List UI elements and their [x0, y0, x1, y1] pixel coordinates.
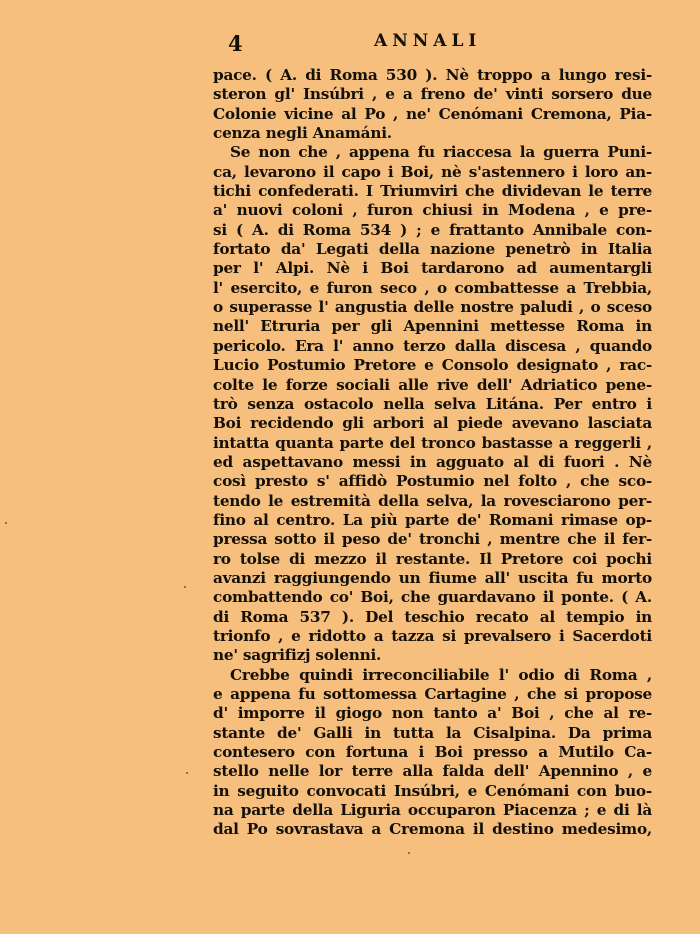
print-speck — [186, 772, 188, 774]
text-line: pace. ( A. di Roma 530 ). Nè troppo a lungo resi- — [213, 66, 652, 84]
print-speck — [408, 852, 410, 854]
text-line: steron gl' Insúbri , e a freno de' vinti sorsero due — [213, 85, 652, 104]
text-line: Se non che , appena fu riaccesa la guerra Puni- — [230, 143, 652, 162]
text-line: colte le forze sociali alle rive dell' Adriatico pene- — [213, 375, 652, 394]
text-line: così presto s' affidò Postumio nel folto , che sco- — [213, 472, 652, 491]
running-title: ANNALI — [374, 31, 482, 51]
text-line: di Roma 537 ). Del teschio recato al tempio in — [213, 607, 652, 626]
text-line: pericolo. Era l' anno terzo dalla discesa , quando — [213, 336, 652, 355]
text-line: contesero con fortuna i Boi presso a Mutilo Ca- — [213, 743, 652, 762]
text-line: Boi recidendo gli arbori al piede avevano lasciata — [213, 414, 652, 433]
text-line: combattendo co' Boi, che guardavano il ponte. ( A. — [213, 588, 652, 607]
page-header — [222, 28, 484, 58]
text-line: tichi confederati. I Triumviri che dividevan le terre — [213, 182, 652, 201]
text-line: na parte della Liguria occuparon Piacenza ; e di là — [213, 801, 652, 820]
text-line: per l' Alpi. Nè i Boi tardarono ad aumentargli — [213, 259, 652, 278]
text-line: avanzi raggiungendo un fiume all' uscita fu morto — [213, 568, 652, 587]
text-line: pressa sotto il peso de' tronchi , mentre che il fer- — [213, 530, 652, 549]
text-line: nell' Etruria per gli Apennini mettesse Roma in — [213, 317, 652, 336]
text-line: a' nuovi coloni , furon chiusi in Modena , e pre- — [213, 201, 652, 220]
print-speck — [5, 522, 7, 524]
text-line: ca, levarono il capo i Boi, nè s'astennero i loro an- — [213, 162, 652, 181]
page-number: 4 — [228, 31, 243, 56]
text-line: fino al centro. La più parte de' Romani rimase op- — [213, 510, 652, 529]
text-line: o superasse l' angustia delle nostre paludi , o sceso — [213, 298, 652, 317]
print-speck — [184, 586, 186, 588]
text-line: in seguito convocati Insúbri, e Cenómani con buo- — [213, 781, 652, 800]
text-line: ro tolse di mezzo il restante. Il Pretore coi pochi — [213, 549, 652, 568]
text-line: intatta quanta parte del tronco bastasse a reggerli , — [213, 433, 652, 452]
text-line: dal Po sovrastava a Cremona il destino medesimo, — [213, 820, 652, 839]
body-text — [213, 66, 652, 840]
text-line: Crebbe quindi irreconciliabile l' odio di Roma , — [230, 665, 652, 684]
text-line: trò senza ostacolo nella selva Litána. Per entro i — [213, 394, 652, 413]
text-line: fortato da' Legati della nazione penetrò in Italia — [213, 240, 652, 259]
text-line: Lucio Postumio Pretore e Consolo designato , rac- — [213, 356, 652, 375]
text-line: d' imporre il giogo non tanto a' Boi , che al re- — [213, 704, 652, 723]
text-line: e appena fu sottomessa Cartagine , che si propose — [213, 685, 652, 703]
text-line: trionfo , e ridotto a tazza si prevalsero i Sacerdoti — [213, 626, 652, 645]
text-line: cenza negli Anamáni. — [213, 124, 392, 143]
text-line: ne' sagrifizj solenni. — [213, 646, 382, 665]
text-line: tendo le estremità della selva, la rovesciarono per- — [213, 491, 652, 510]
text-line: stante de' Galli in tutta la Cisalpina. Da prima — [213, 723, 652, 742]
text-line: Colonie vicine al Po , ne' Cenómani Cremona, Pia- — [213, 104, 652, 123]
text-line: stello nelle lor terre alla falda dell' Apennino , e — [213, 762, 652, 781]
text-line: si ( A. di Roma 534 ) ; e frattanto Annibale con- — [213, 220, 652, 239]
text-line: l' esercito, e furon seco , o combattesse a Trebbia, — [213, 278, 652, 297]
text-line: ed aspettavano messi in agguato al di fuori . Nè — [213, 452, 652, 471]
